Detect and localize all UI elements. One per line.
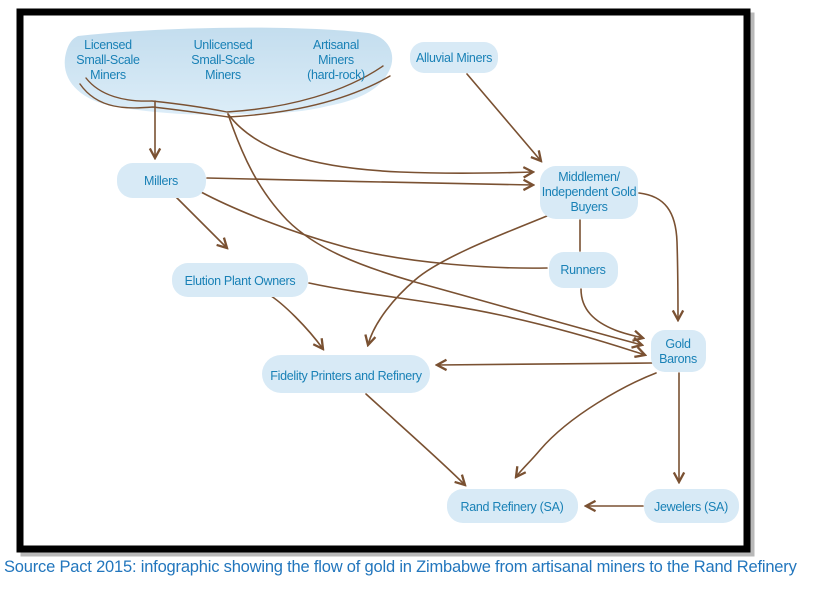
svg-text:Alluvial Miners: Alluvial Miners xyxy=(415,51,493,65)
svg-text:Small-Scale: Small-Scale xyxy=(191,53,255,67)
svg-text:Runners: Runners xyxy=(560,263,606,277)
svg-text:Jewelers (SA): Jewelers (SA) xyxy=(654,500,728,514)
source-caption: Source Pact 2015: infographic showing the flow of gold in Zimbabwe from artisanal miners to the Rand Refinery xyxy=(4,558,797,576)
svg-text:Licensed: Licensed xyxy=(84,38,132,52)
node-fidelity-printers xyxy=(262,355,430,393)
svg-text:Middlemen/: Middlemen/ xyxy=(558,170,620,184)
node-alluvial-miners xyxy=(410,42,498,73)
miners-blob-labels xyxy=(76,38,365,82)
node-jewelers xyxy=(644,489,739,523)
node-millers xyxy=(117,163,206,198)
node-middlemen xyxy=(540,166,638,219)
node-rand-refinery xyxy=(447,489,578,523)
svg-text:Independent Gold: Independent Gold xyxy=(541,185,637,199)
svg-text:Elution Plant Owners: Elution Plant Owners xyxy=(184,274,296,288)
svg-text:Gold: Gold xyxy=(665,337,691,351)
svg-text:Buyers: Buyers xyxy=(570,200,608,214)
svg-text:Small-Scale: Small-Scale xyxy=(76,53,140,67)
node-gold-barons xyxy=(651,330,706,372)
svg-text:Miners: Miners xyxy=(205,68,241,82)
svg-text:Rand Refinery (SA): Rand Refinery (SA) xyxy=(460,500,564,514)
svg-text:Miners: Miners xyxy=(318,53,354,67)
svg-text:Miners: Miners xyxy=(90,68,126,82)
node-elution-plant-owners xyxy=(172,263,308,297)
svg-text:Millers: Millers xyxy=(143,174,179,188)
svg-text:Barons: Barons xyxy=(659,352,697,366)
svg-text:(hard-rock): (hard-rock) xyxy=(307,68,365,82)
svg-text:Fidelity Printers and Refinery: Fidelity Printers and Refinery xyxy=(270,369,422,383)
svg-text:Artisanal: Artisanal xyxy=(313,38,359,52)
node-runners xyxy=(549,252,618,288)
svg-text:Unlicensed: Unlicensed xyxy=(193,38,253,52)
